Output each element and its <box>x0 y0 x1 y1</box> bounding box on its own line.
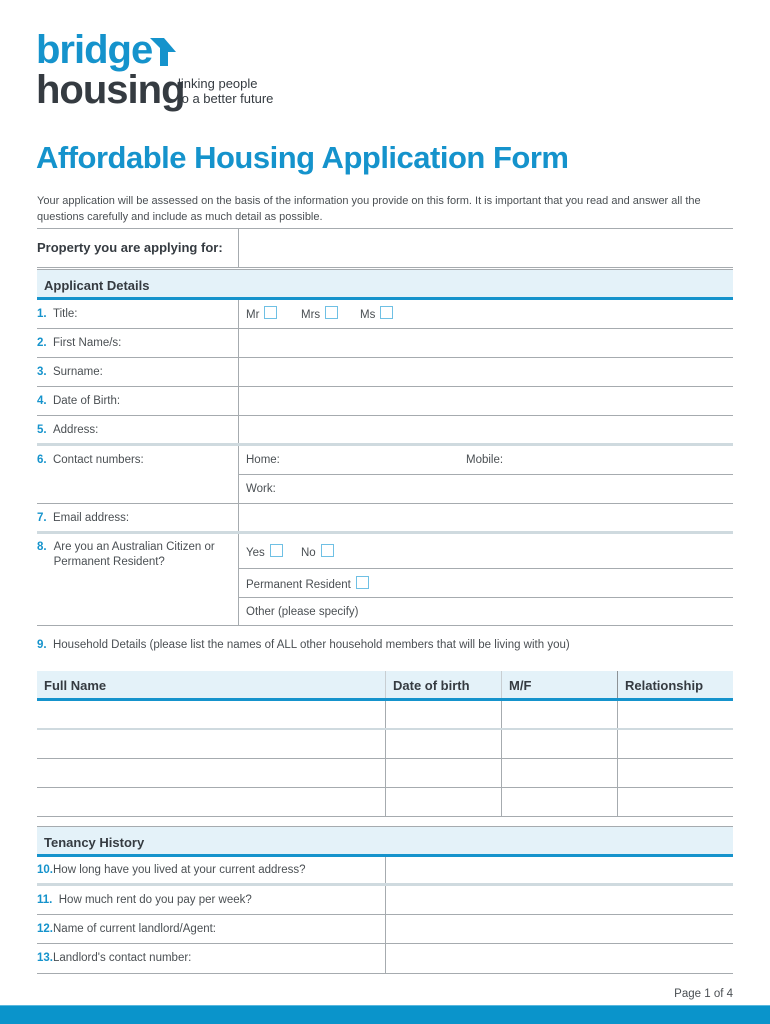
field-contact-numbers <box>37 446 733 504</box>
field-label: Date of Birth: <box>52 395 121 407</box>
divider <box>501 730 502 758</box>
divider <box>501 671 502 698</box>
field-label: Are you an Australian Citizen or Permanent Resident? <box>53 541 215 568</box>
applicant-details-section <box>37 269 733 626</box>
home-phone-field[interactable]: Home: <box>246 454 280 466</box>
field-number: 10. <box>37 864 53 876</box>
field-label: Contact numbers: <box>52 454 144 466</box>
divider <box>385 730 386 758</box>
divider <box>617 730 618 758</box>
field-title <box>37 300 733 329</box>
field-time-at-address[interactable] <box>37 857 733 886</box>
page-indicator: Page 1 of 4 <box>674 988 733 1000</box>
tenancy-history-section <box>37 826 733 974</box>
field-label: Email address: <box>52 512 130 524</box>
field-number: 6. <box>37 454 47 466</box>
divider <box>385 701 386 728</box>
divider <box>385 886 386 914</box>
property-input[interactable] <box>239 229 733 267</box>
field-surname[interactable] <box>37 358 733 387</box>
tenancy-history-heading: Tenancy History <box>37 826 733 857</box>
option-label: Yes <box>246 547 265 559</box>
divider <box>238 504 239 531</box>
option-label: Mrs <box>301 309 321 321</box>
checkbox-mr[interactable] <box>264 306 277 319</box>
logo-arrow-icon <box>146 36 180 66</box>
divider <box>238 416 239 443</box>
checkbox-yes[interactable] <box>270 544 283 557</box>
checkbox-ms[interactable] <box>380 306 393 319</box>
field-label: Surname: <box>52 366 103 378</box>
field-number: 2. <box>37 337 47 349</box>
field-landlord-name[interactable] <box>37 915 733 944</box>
logo-word-bridge: bridge <box>36 28 153 72</box>
field-weekly-rent[interactable] <box>37 886 733 915</box>
divider <box>385 915 386 943</box>
field-number: 5. <box>37 424 47 436</box>
page-title: Affordable Housing Application Form <box>36 140 569 175</box>
field-number: 1. <box>37 308 47 320</box>
field-label: Title: <box>52 308 78 320</box>
household-table-header <box>37 671 733 701</box>
checkbox-permanent-resident[interactable] <box>356 576 369 589</box>
option-other-specify[interactable]: Other (please specify) <box>246 606 359 618</box>
field-address[interactable] <box>37 416 733 446</box>
mobile-phone-field[interactable]: Mobile: <box>466 454 504 466</box>
field-label: How much rent do you pay per week? <box>58 894 252 906</box>
checkbox-mrs[interactable] <box>325 306 338 319</box>
logo-word-housing: housing <box>36 68 185 112</box>
title-option-mrs[interactable] <box>301 306 338 321</box>
field-number: 11. <box>37 894 53 906</box>
household-row[interactable] <box>37 759 733 788</box>
field-label: Landlord's contact number: <box>53 952 192 964</box>
option-permanent-resident[interactable] <box>246 576 369 591</box>
field-number: 8. <box>37 541 47 553</box>
field-number: 4. <box>37 395 47 407</box>
household-row[interactable] <box>37 701 733 730</box>
option-label: Mr <box>246 309 260 321</box>
column-gender: M/F <box>509 678 532 693</box>
field-number: 12. <box>37 923 53 935</box>
column-full-name: Full Name <box>44 678 107 693</box>
divider <box>617 788 618 816</box>
field-label: Household Details (please list the names of ALL other household members that will be living with you) <box>52 639 570 651</box>
divider <box>617 671 618 698</box>
household-row[interactable] <box>37 730 733 759</box>
household-question <box>37 639 570 651</box>
field-number: 13. <box>37 952 53 964</box>
applicant-details-heading: Applicant Details <box>37 269 733 300</box>
field-citizenship <box>37 534 733 626</box>
divider <box>617 759 618 787</box>
logo-tagline <box>178 76 273 106</box>
field-label: Name of current landlord/Agent: <box>53 923 217 935</box>
household-table <box>37 671 733 817</box>
household-row[interactable] <box>37 788 733 817</box>
option-label: Permanent Resident <box>246 579 351 591</box>
option-label: No <box>301 547 316 559</box>
divider <box>238 329 239 357</box>
checkbox-no[interactable] <box>321 544 334 557</box>
divider <box>385 759 386 787</box>
option-label: Ms <box>360 309 376 321</box>
footer-bar <box>0 1005 770 1024</box>
divider <box>238 387 239 415</box>
field-number: 9. <box>37 639 47 651</box>
work-phone-field[interactable]: Work: <box>246 483 276 495</box>
field-first-name[interactable] <box>37 329 733 358</box>
tagline-line-2: to a better future <box>178 91 274 106</box>
divider <box>501 788 502 816</box>
property-row <box>37 228 733 268</box>
citizen-option-yes[interactable] <box>246 544 283 559</box>
field-date-of-birth[interactable] <box>37 387 733 416</box>
intro-text: Your application will be assessed on the basis of the information you provide on this form. It is important that you read and answer all the questions carefully and include as much detail as possible. <box>37 195 701 223</box>
field-label: How long have you lived at your current address? <box>53 864 306 876</box>
title-option-ms[interactable] <box>360 306 393 321</box>
divider <box>385 671 386 698</box>
field-landlord-contact[interactable] <box>37 944 733 974</box>
field-number: 3. <box>37 366 47 378</box>
field-number: 7. <box>37 512 47 524</box>
divider <box>385 857 386 883</box>
column-date-of-birth: Date of birth <box>393 678 470 693</box>
title-option-mr[interactable] <box>246 306 277 321</box>
divider <box>385 788 386 816</box>
divider <box>617 701 618 728</box>
divider <box>238 300 239 328</box>
citizen-option-no[interactable] <box>301 544 334 559</box>
divider <box>501 701 502 728</box>
property-label: Property you are applying for: <box>37 240 223 255</box>
divider <box>385 944 386 973</box>
tagline-line-1: linking people <box>178 76 258 91</box>
column-relationship: Relationship <box>625 678 704 693</box>
divider <box>238 358 239 386</box>
divider <box>501 759 502 787</box>
field-label: Address: <box>52 424 99 436</box>
field-label: First Name/s: <box>52 337 122 349</box>
field-email[interactable] <box>37 504 733 534</box>
